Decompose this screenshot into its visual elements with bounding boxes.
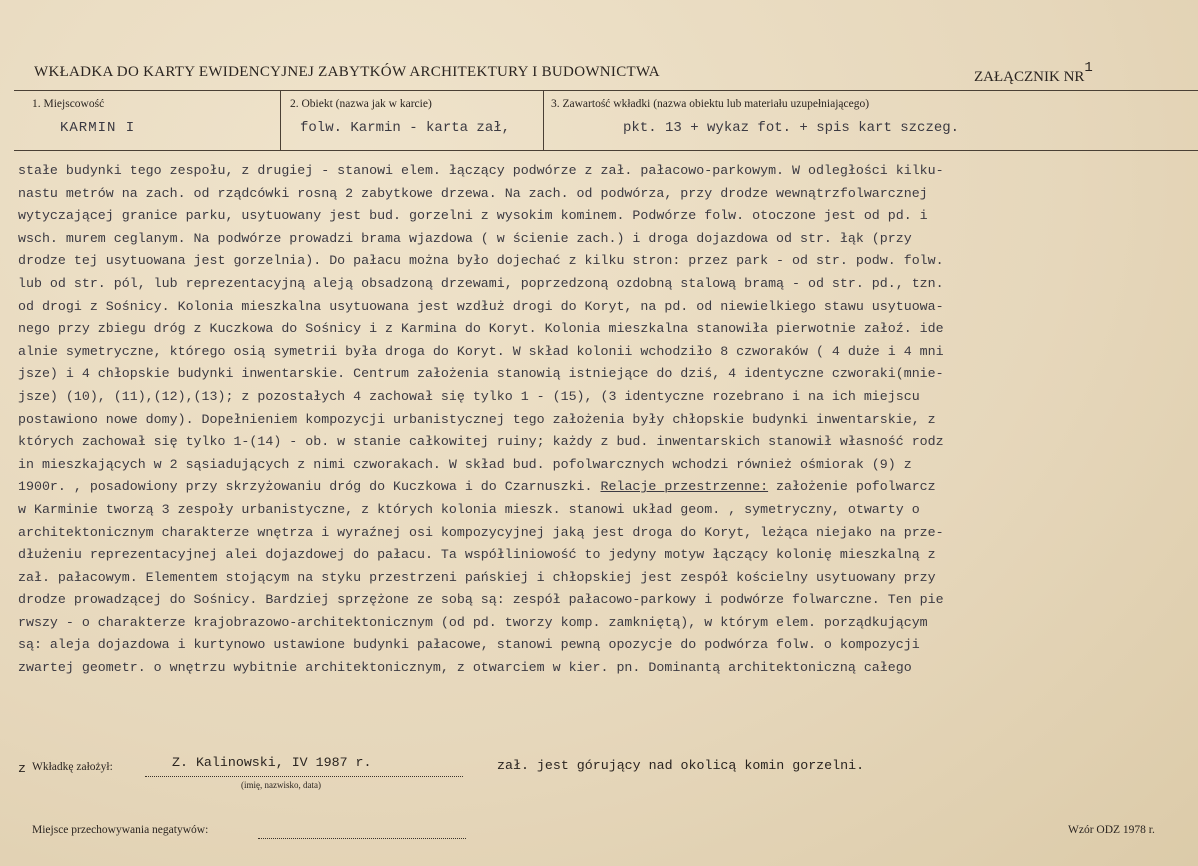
body-line (18, 499, 1198, 522)
line-text: drodze tej usytuowana jest gorzelnia). Do pałacu można było dojechać z kilku stron: przez park - od str. podw. folw. (18, 253, 944, 269)
field-object-text: folw. Karmin - karta zał (300, 120, 502, 136)
line-text: założenie pofolwarcz (768, 479, 936, 495)
underlined-text: Relacje przestrzenne: (600, 479, 769, 495)
body-line (18, 409, 1198, 432)
rule-top (14, 90, 1198, 91)
divider-2 (543, 90, 544, 150)
last-line-tail: zał. jest górujący nad okolicą komin gorzelni. (497, 758, 865, 773)
line-text: postawiono nowe domy). Dopełnieniem kompozycji urbanistycznej tego założenia były chłopskie budynki inwentarskie, z (18, 411, 936, 427)
body-line (18, 205, 1198, 228)
body-line (18, 363, 1198, 386)
body-line (18, 634, 1198, 657)
field-locality-value: KARMIN I (60, 120, 136, 136)
body-line (18, 454, 1198, 477)
line-text: jsze) (10), (11),(12),(13); z pozostałych 4 zachował się tylko 1 - (15), (3 identyczne rozebrano i na ich miejscu (18, 388, 920, 404)
annex-label (974, 60, 1093, 86)
creator-value: Z. Kalinowski, IV 1987 r. (172, 755, 372, 770)
body-line (18, 567, 1198, 590)
body-line (18, 431, 1198, 454)
body-line (18, 612, 1198, 635)
body-line (18, 589, 1198, 612)
creator-hint: (imię, nazwisko, data) (241, 780, 321, 790)
line-text: nego przy zbiegu dróg z Kuczkowa do Sośnicy i z Karmina do Koryt. Kolonia mieszkalna stanowiła pierwotnie załoź. ide (18, 321, 944, 337)
line-text: zał. pałacowym. Elementem stojącym na styku przestrzeni pańskiej i chłopskiej jest zespół kościelny usytuowany przy (18, 569, 936, 585)
card-title: WKŁADKA DO KARTY EWIDENCYJNEJ ZABYTKÓW ARCHITEKTURY I BUDOWNICTWA (34, 64, 660, 80)
line-text: 1900r. , posadowiony przy skrzyżowaniu dróg do Kuczkowa i do Czarnuszki. (18, 479, 601, 495)
line-text: rwszy - o charakterze krajobrazowo-architektonicznym (od pd. tworzy komp. zamkniętą), w którym elem. porządkującym (18, 614, 928, 630)
rule-fields-bottom (14, 150, 1198, 151)
body-line (18, 544, 1198, 567)
annex-number: 1 (1084, 60, 1093, 76)
line-text: zwartej geometr. o wnętrzu wybitnie architektonicznym, z otwarciem w kier. pn. Dominantą architektoniczną całego (18, 660, 912, 676)
line-text: jsze) i 4 chłopskie budynki inwentarskie. Centrum założenia stanowią istniejące do dziś, 4 identyczne czworaki(mnie- (18, 366, 944, 382)
line-text: są: aleja dojazdowa i kurtynowo ustawione budynki pałacowe, stanowi pewną opozycje do podwórza folw. o kompozycji (18, 637, 920, 653)
line-text: wytyczającej granice parku, usytuowany jest bud. gorzelni z wysokim kominem. Podwórze folw. otoczone jest od pd. i (18, 208, 928, 224)
negatives-label: Miejsce przechowywania negatywów: (32, 824, 209, 836)
creator-dotted-line (145, 776, 463, 777)
line-text: drodze prowadzącej do Sośnicy. Bardziej sprzężone ze sobą są: zespół pałacowo-parkowy i podwórze folwarczne. Ten pie (18, 592, 944, 608)
body-line (18, 183, 1198, 206)
line-text: od drogi z Sośnicy. Kolonia mieszkalna usytuowana jest wzdłuż drogi do Koryt, na pd. od niewielkiego stawu usytuowa- (18, 298, 944, 314)
annex-label-text: ZAŁĄCZNIK NR (974, 69, 1085, 85)
negatives-dotted-line (258, 838, 466, 839)
line-text: alnie symetryczne, którego osią symetrii była droga do Koryt. W skład kolonii wchodziło 8 czworaków ( 4 duże i 4 mni (18, 343, 944, 359)
line-text: in mieszkających w 2 sąsiadujących z nimi czworakach. W skład bud. pofolwarcznych wchodzi również ośmiorak (9) z (18, 456, 912, 472)
body-text (18, 160, 1198, 680)
line-text: których zachował się tylko 1-(14) - ob. w stanie całkowitej ruiny; każdy z bud. inwentarskich stanowił własność rodz (18, 434, 944, 450)
line-text: wsch. murem ceglanym. Na podwórze prowadzi brama wjazdowa ( w ścienie zach.) i droga dojazdowa od str. łąk (przy (18, 230, 912, 246)
field-locality-label: 1. Miejscowość (32, 98, 105, 110)
body-line (18, 160, 1198, 183)
body-line (18, 228, 1198, 251)
line-text: w Karminie tworzą 3 zespoły urbanistyczne, z których kolonia mieszk. stanowi układ geom. , symetryczny, otwarty o (18, 501, 920, 517)
creator-label: Wkładkę założył: (32, 761, 113, 773)
body-line (18, 318, 1198, 341)
field-object-value: folw. Karmin - karta zał, (300, 120, 511, 136)
body-line (18, 296, 1198, 319)
line-text: nastu metrów na zach. od rządcówki rosną 2 zabytkowe drzewa. Na zach. od podwórza, przy drodze wewnątrzfolwarcznej (18, 185, 928, 201)
field-content-value: pkt. 13 + wykaz fot. + spis kart szczeg. (623, 120, 960, 136)
line-text: dłużeniu reprezentacyjnej alei dojazdowej do pałacu. Ta współliniowość to jedyny motyw łączący kolonię mieszkalną z (18, 547, 936, 563)
body-line (18, 522, 1198, 545)
divider-1 (280, 90, 281, 150)
body-line (18, 250, 1198, 273)
body-line (18, 341, 1198, 364)
line-text: architektonicznym charakterze wnętrza i wyraźnej osi kompozycyjnej jaką jest droga do Koryt, leżąca niejako na prze- (18, 524, 944, 540)
last-line-prefix: z (18, 761, 26, 776)
field-content-label: 3. Zawartość wkładki (nazwa obiektu lub materiału uzupełniającego) (551, 98, 870, 110)
body-line (18, 657, 1198, 680)
line-text: stałe budynki tego zespołu, z drugiej - stanowi elem. łączący podwórze z zał. pałacowo-parkowym. W odległości kilku- (18, 163, 944, 178)
field-object-label: 2. Obiekt (nazwa jak w karcie) (290, 98, 432, 110)
form-code: Wzór ODZ 1978 r. (1068, 824, 1155, 836)
body-line (18, 476, 1198, 499)
line-text: lub od str. pól, lub reprezentacyjną aleją obsadzoną drzewami, poprzedzoną ozdobną stalową bramą - od str. pd., tzn. (18, 275, 944, 291)
body-line (18, 386, 1198, 409)
body-line (18, 273, 1198, 296)
